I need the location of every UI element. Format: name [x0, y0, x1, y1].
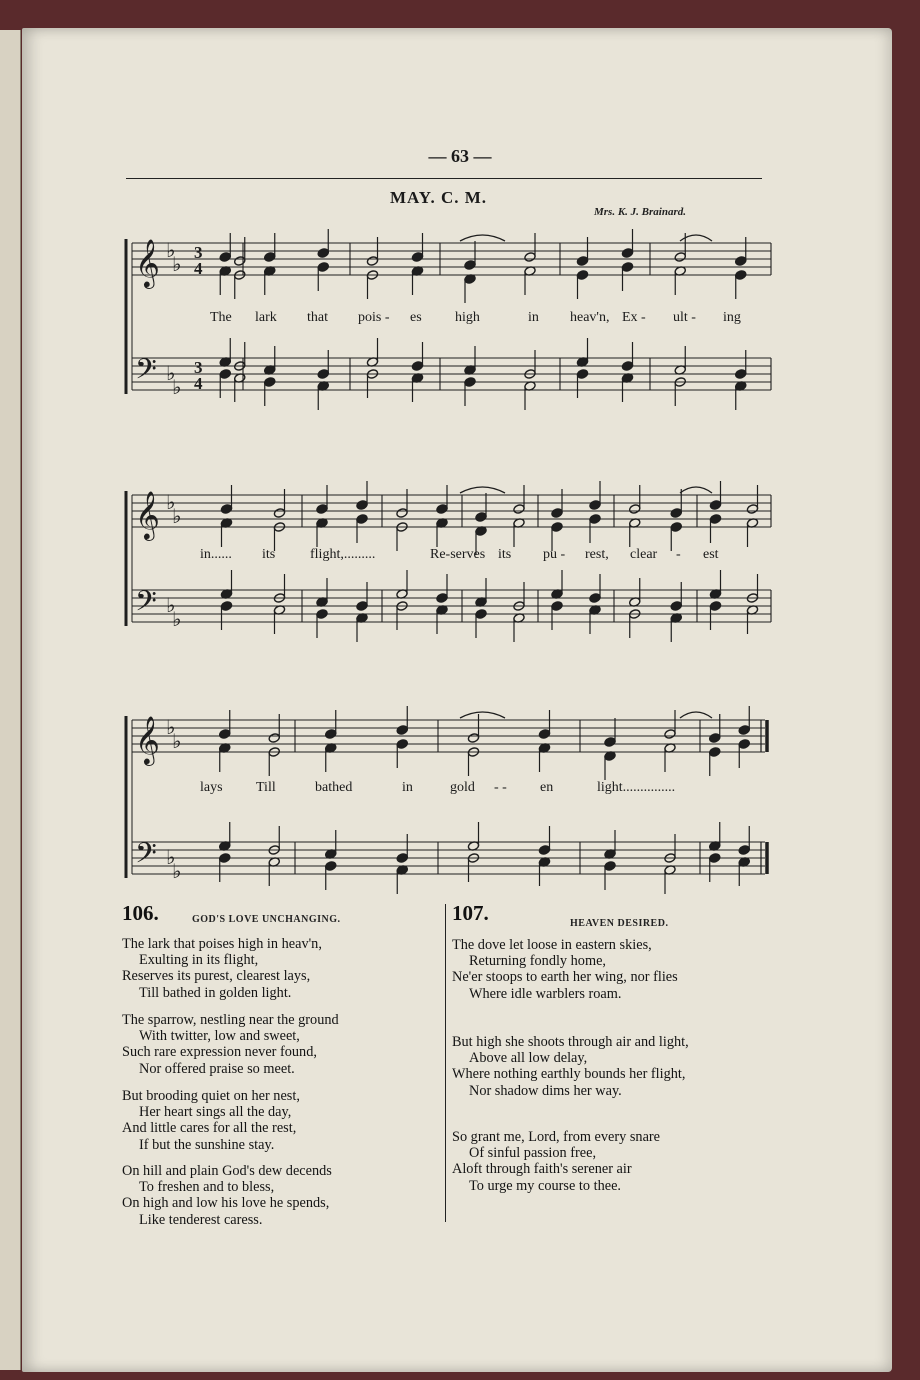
hymn-line: Exulting in its flight, [139, 952, 259, 969]
hymn-107-stanza-2 [452, 1034, 689, 1099]
bass-note [396, 853, 408, 864]
bass-clef-icon: 𝄢 [135, 837, 157, 877]
lyric-syllable: in [528, 310, 539, 325]
slur [680, 712, 712, 718]
page-number: — 63 — [428, 146, 492, 166]
flat-key-icon: ♭ [166, 361, 176, 385]
bass-note [317, 369, 329, 380]
treble-note [268, 733, 280, 744]
hymn-line: And little cares for all the rest, [122, 1120, 297, 1137]
flat-key-icon: ♭ [172, 859, 182, 883]
treble-note [396, 739, 408, 750]
bass-note [264, 377, 276, 388]
hymn-line: Nor shadow dims her way. [469, 1082, 622, 1099]
bass-note [576, 369, 588, 380]
treble-note [738, 725, 750, 736]
lyric-syllable: in [402, 780, 413, 795]
treble-note [273, 508, 285, 519]
flat-key-icon: ♭ [172, 504, 182, 528]
bass-note [709, 853, 721, 864]
lyric-syllable: ing [723, 310, 741, 325]
treble-note [411, 252, 423, 263]
hymn-line: Nor offered praise so meet. [139, 1060, 295, 1077]
lyric-syllable: pois - [358, 310, 390, 325]
treble-note [356, 514, 368, 525]
hymn-line: Aloft through faith's serener air [452, 1161, 632, 1178]
lyric-syllable: pu - [543, 547, 566, 562]
slur [680, 487, 712, 493]
lyric-syllable: its [262, 547, 276, 562]
treble-note [220, 504, 232, 515]
bass-clef-icon: 𝄢 [135, 353, 157, 393]
treble-note [674, 252, 686, 263]
bass-note [735, 369, 747, 380]
lyric-syllable: gold [450, 780, 475, 795]
flat-key-icon: ♭ [166, 238, 176, 262]
hymn-title-106: GOD'S LOVE UNCHANGING. [192, 914, 341, 925]
treble-clef-icon: 𝄞 [135, 715, 160, 764]
flat-key-icon: ♭ [166, 715, 176, 739]
treble-note [551, 508, 563, 519]
bass-note [738, 845, 750, 856]
time-signature: 3 [194, 358, 203, 377]
lyric-syllable: Till [256, 780, 276, 795]
lyric-syllable: rest, [585, 547, 609, 562]
treble-note [396, 725, 408, 736]
time-signature: 4 [194, 374, 203, 393]
slur [460, 235, 505, 241]
treble-note [356, 500, 368, 511]
lyric-syllable: clear [630, 547, 658, 562]
lyric-syllable: Re-serves [430, 547, 486, 562]
treble-note [316, 504, 328, 515]
lyric-syllable: high [455, 310, 480, 325]
treble-note [513, 504, 525, 515]
treble-note [576, 256, 588, 267]
hymn-line: Ne'er stoops to earth her wing, nor flies [452, 969, 678, 986]
treble-note [735, 270, 747, 281]
hymn-line: Her heart sings all the day, [139, 1104, 292, 1121]
treble-note [219, 252, 231, 263]
lyric-syllable: heav'n, [570, 310, 610, 325]
bass-note [551, 601, 563, 612]
lyric-syllable: The [210, 310, 232, 325]
hymn-line: On hill and plain God's dew decends [122, 1163, 332, 1179]
treble-note [589, 514, 601, 525]
bass-note [604, 861, 616, 872]
flat-key-icon: ♭ [172, 375, 182, 399]
treble-note [670, 508, 682, 519]
flat-key-icon: ♭ [166, 845, 176, 869]
treble-note [664, 729, 676, 740]
treble-note [436, 504, 448, 515]
bass-note [356, 601, 368, 612]
hymn-line: To freshen and to bless, [139, 1179, 275, 1196]
hymn-106-stanza-3 [122, 1088, 300, 1153]
bass-note [538, 845, 550, 856]
flat-key-icon: ♭ [166, 490, 176, 514]
treble-note [234, 256, 246, 267]
lyric-syllable: flight,......... [310, 547, 376, 562]
hymn-107-stanza-3 [452, 1129, 660, 1194]
treble-note [366, 256, 378, 267]
bass-clef-icon: 𝄢 [135, 585, 157, 625]
hymn-line: On high and low his love he spends, [122, 1195, 330, 1212]
lyric-syllable: its [498, 547, 512, 562]
lyric-syllable: Ex - [622, 310, 646, 325]
lyric-syllable: light............... [597, 780, 676, 795]
hymn-number-107: 107. [452, 901, 489, 925]
hymn-106-stanza-1 [122, 936, 322, 1001]
treble-note [746, 504, 758, 515]
hymn-line: Till bathed in golden light. [139, 984, 292, 1001]
hymn-title-107: HEAVEN DESIRED. [570, 918, 669, 929]
hymn-line: To urge my course to thee. [469, 1177, 621, 1194]
hymn-line: The lark that poises high in heav'n, [122, 936, 322, 952]
treble-note [735, 256, 747, 267]
treble-note [467, 733, 479, 744]
treble-clef-icon: 𝄞 [135, 238, 160, 287]
flat-key-icon: ♭ [172, 607, 182, 631]
hymn-line: But brooding quiet on her nest, [122, 1088, 300, 1104]
lyric-syllable: en [540, 780, 554, 795]
treble-note [475, 512, 487, 523]
treble-note [621, 262, 633, 273]
lyric-syllable: bathed [315, 780, 353, 795]
hymn-line: But high she shoots through air and light, [452, 1034, 689, 1050]
treble-note [629, 504, 641, 515]
slur [460, 487, 505, 493]
hymn-line: Of sinful passion free, [469, 1145, 597, 1162]
time-signature: 4 [194, 259, 203, 278]
lyric-syllable: - - [494, 780, 507, 795]
hymn-line: Where idle warblers roam. [469, 985, 622, 1002]
flat-key-icon: ♭ [172, 252, 182, 276]
bass-note [589, 593, 601, 604]
lyric-syllable: - [676, 547, 681, 562]
hymn-line: So grant me, Lord, from every snare [452, 1129, 661, 1145]
bass-note [219, 853, 231, 864]
lyric-syllable: ult - [673, 310, 696, 325]
flat-key-icon: ♭ [166, 593, 176, 617]
slur [460, 712, 505, 718]
treble-note [317, 262, 329, 273]
lyric-syllable: that [307, 310, 328, 325]
bass-note [325, 861, 337, 872]
bass-note [220, 601, 232, 612]
hymn-line: Reserves its purest, clearest lays, [122, 968, 311, 985]
hymn-line: Returning fondly home, [469, 953, 606, 970]
bass-note [411, 361, 423, 372]
treble-note [709, 514, 721, 525]
bass-note [219, 369, 231, 380]
treble-clef-icon: 𝄞 [135, 490, 160, 539]
time-signature: 3 [194, 243, 203, 262]
treble-note [738, 739, 750, 750]
hymn-line: The sparrow, nestling near the ground [122, 1012, 339, 1028]
treble-note [538, 729, 550, 740]
bass-note [670, 601, 682, 612]
flat-key-icon: ♭ [172, 729, 182, 753]
treble-note [670, 522, 682, 533]
lyric-syllable: es [410, 310, 422, 325]
hymn-107-stanza-1 [452, 937, 678, 1002]
composer-credit: Mrs. K. J. Brainard. [594, 206, 687, 218]
bass-note [464, 377, 476, 388]
bass-note [475, 609, 487, 620]
lyric-syllable: lark [255, 310, 277, 325]
treble-note [576, 270, 588, 281]
hymn-line: Like tenderest caress. [139, 1211, 263, 1228]
treble-note [709, 500, 721, 511]
hymn-106-stanza-2 [122, 1012, 339, 1077]
hymn-line: Such rare expression never found, [122, 1044, 317, 1061]
hymn-number-106: 106. [122, 901, 159, 925]
hymn-line: If but the sunshine stay. [139, 1136, 275, 1153]
tune-title: MAY. C. M. [390, 188, 488, 207]
hymn-line: Above all low delay, [469, 1050, 588, 1067]
lyric-syllable: in...... [200, 547, 232, 562]
bass-note [436, 593, 448, 604]
column-divider [445, 904, 446, 1222]
bass-note [621, 361, 633, 372]
treble-note [524, 252, 536, 263]
treble-note [325, 729, 337, 740]
treble-note [709, 747, 721, 758]
bass-note [316, 609, 328, 620]
bass-note [709, 601, 721, 612]
lyric-syllable: est [703, 547, 719, 562]
treble-note [589, 500, 601, 511]
hymn-line: Where nothing earthly bounds her flight, [452, 1066, 686, 1083]
treble-note [604, 737, 616, 748]
treble-note [621, 248, 633, 259]
treble-note [317, 248, 329, 259]
lyric-syllable: lays [200, 780, 223, 795]
treble-note [396, 508, 408, 519]
treble-note [464, 260, 476, 271]
hymn-106-stanza-4 [122, 1163, 332, 1228]
treble-note [264, 252, 276, 263]
treble-note [219, 729, 231, 740]
hymn-line: The dove let loose in eastern skies, [452, 937, 652, 953]
treble-note [709, 733, 721, 744]
hymn-line: With twitter, low and sweet, [139, 1028, 300, 1045]
treble-note [551, 522, 563, 533]
